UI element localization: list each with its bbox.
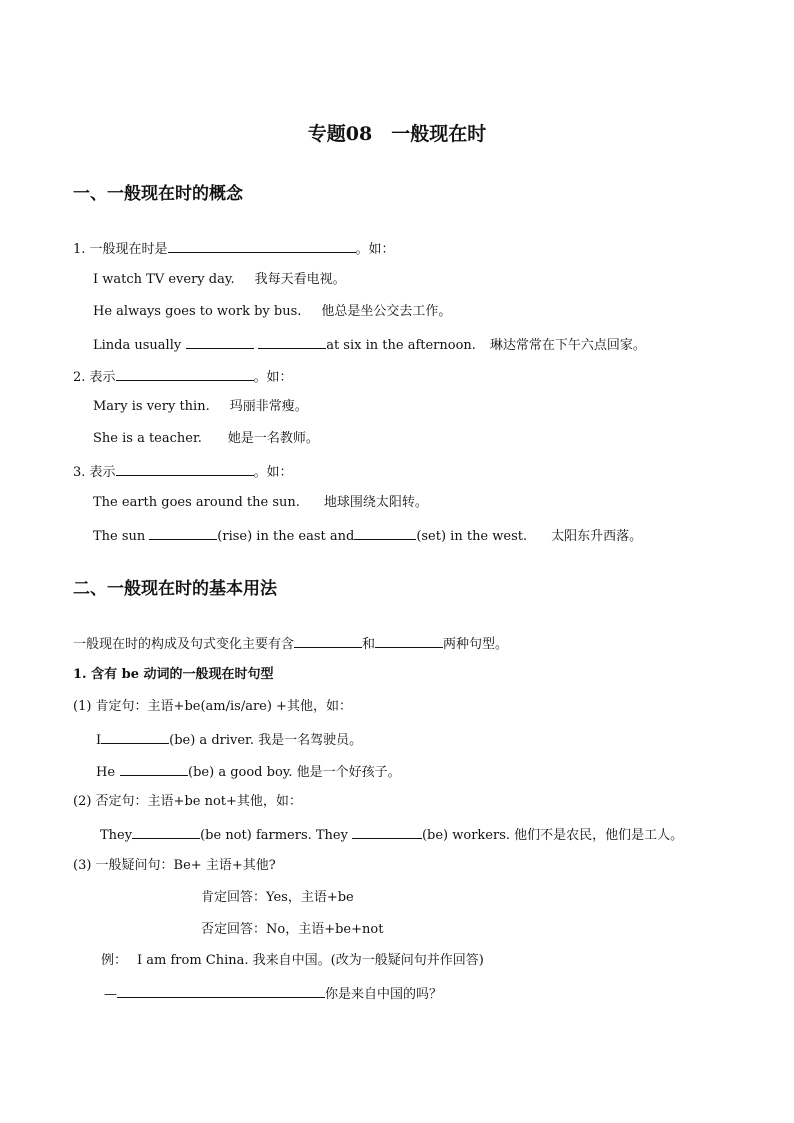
fill-blank[interactable] [258,336,326,349]
rule-question: (3) 一般疑问句：Be+ 主语+其他? [73,858,276,873]
fill-blank[interactable] [294,635,362,648]
rule-negative: (2) 否定句：主语+be not+其他，如： [73,794,302,809]
answer-no-rule: 否定回答：No，主语+be+not [201,922,384,937]
example-line [93,527,642,545]
example-text: I am from China. 我来自中国。(改为一般疑问句并作回答) [137,953,484,968]
answer-yes-rule: 肯定回答：Yes，主语+be [201,890,354,905]
example-chinese: 我每天看电视。 [254,272,346,287]
item-1-prefix: 1. 一般现在时是 [73,242,168,257]
example-chinese: 地球围绕太阳转。 [323,495,428,510]
item-1-suffix: 。如： [355,242,395,257]
subheading-be-verb: 1. 含有 be 动词的一般现在时句型 [73,667,274,682]
example-english: She is a teacher. [93,431,202,446]
item-3-definition [73,463,293,481]
fill-blank[interactable] [116,463,254,476]
example-line [93,272,346,288]
fill-blank[interactable] [101,731,169,744]
example-text: (be) a driver. 我是一名驾驶员。 [169,733,363,748]
example-english: The earth goes around the sun. [93,495,300,510]
fill-blank[interactable] [149,527,217,540]
example-text: (be) a good boy. 他是一个好孩子。 [188,765,401,780]
example-chinese: 琳达常常在下午六点回家。 [489,338,646,353]
example-english: Linda usually [93,338,182,353]
example-english: He always goes to work by bus. [93,304,302,319]
rule-affirmative: (1) 肯定句：主语+be(am/is/are) +其他，如： [73,699,352,714]
answer-line [104,985,442,1003]
example-line [93,304,451,320]
fill-blank[interactable] [168,240,356,253]
item-2-suffix: 。如： [253,370,293,385]
example-english: I watch TV every day. [93,272,235,287]
fill-blank[interactable] [375,635,443,648]
example-chinese: 太阳东升西落。 [551,529,643,544]
example-line [93,336,646,354]
example-english: (rise) in the east and [217,529,355,544]
page-title: 专题08 一般现在时 [307,123,487,145]
item-2-definition [73,368,293,386]
example-english: (set) in the west. [416,529,528,544]
example-line [96,763,401,781]
example-line [93,399,308,415]
section-2-intro [73,635,508,653]
fill-blank[interactable] [116,368,254,381]
example-english: Mary is very thin. [93,399,210,414]
example-line [96,731,362,749]
example-line [93,431,319,447]
intro-text: 一般现在时的构成及句式变化主要有含 [73,637,295,652]
item-3-prefix: 3. 表示 [73,465,116,480]
example-english: at six in the afternoon. [326,338,476,353]
fill-blank[interactable] [117,985,325,998]
example-english: The sun [93,529,146,544]
section-heading-concept: 一、一般现在时的概念 [73,184,243,204]
fill-blank[interactable] [352,826,422,839]
item-2-prefix: 2. 表示 [73,370,116,385]
dash: — [104,987,117,1002]
example-label: 例： [101,953,128,968]
example-text: (be not) farmers. They [200,828,348,843]
fill-blank[interactable] [354,527,416,540]
fill-blank[interactable] [132,826,200,839]
question-translation: 你是来自中国的吗？ [325,987,443,1002]
example-line [101,953,484,969]
example-text: (be) workers. 他们不是农民，他们是工人。 [421,828,684,843]
example-line [100,826,683,844]
example-chinese: 他总是坐公交去工作。 [321,304,452,319]
fill-blank[interactable] [186,336,254,349]
section-heading-usage: 二、一般现在时的基本用法 [73,579,277,599]
item-1-definition [73,240,395,258]
item-3-suffix: 。如： [253,465,293,480]
intro-text: 和 [362,637,376,652]
intro-text: 两种句型。 [443,637,509,652]
example-chinese: 她是一名教师。 [227,431,319,446]
example-english: He [96,765,116,780]
example-english: They [100,828,133,843]
example-english: I [96,733,102,748]
example-chinese: 玛丽非常瘦。 [229,399,308,414]
fill-blank[interactable] [120,763,188,776]
example-line [93,495,428,511]
